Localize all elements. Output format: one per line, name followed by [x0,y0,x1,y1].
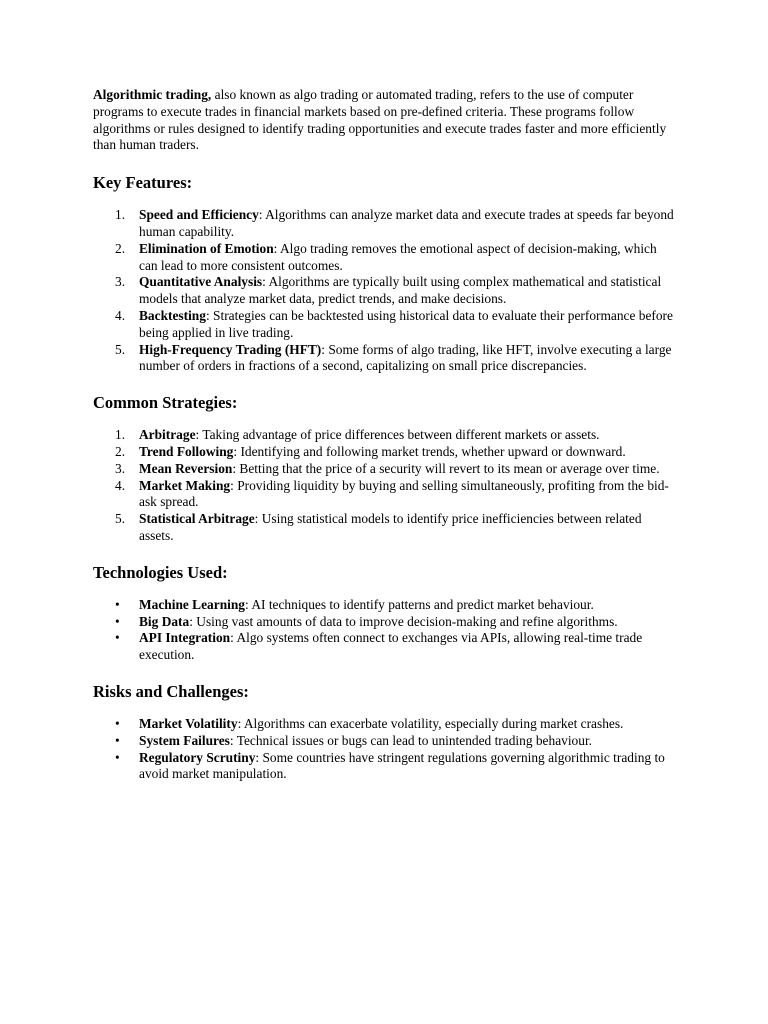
bullet-icon: • [115,613,120,629]
list-item [93,511,678,545]
item-term: Market Volatility [139,715,238,731]
item-text: : Betting that the price of a security will revert to its mean or average over time. [232,460,660,476]
item-term: High-Frequency Trading (HFT) [139,341,322,357]
list-item [93,308,678,342]
list-item [93,241,678,275]
item-term: Quantitative Analysis [139,274,263,290]
item-term: Arbitrage [139,427,196,443]
intro-paragraph [93,87,678,154]
heading-technologies-used: Technologies Used: [93,562,228,582]
item-text: : AI techniques to identify patterns and predict market behaviour. [245,596,594,612]
bullet-icon: • [115,732,120,748]
bullet-icon: • [115,715,120,731]
item-text: : Technical issues or bugs can lead to unintended trading behaviour. [229,732,593,748]
item-term: Elimination of Emotion [139,240,274,256]
list-item [93,461,678,478]
item-text: : Providing liquidity by buying and selling simultaneously, profiting from the bid-ask spread. [139,477,669,510]
item-term: API Integration [139,630,231,646]
list-marker: 1. [115,207,126,223]
item-term: Speed and Efficiency [139,207,259,223]
item-term: Mean Reversion [139,460,233,476]
list-marker: 4. [115,307,126,323]
item-text: : Taking advantage of price differences between different markets or assets. [195,427,600,443]
list-item [93,207,678,241]
item-text: : Identifying and following market trends, whether upward or downward. [233,443,626,459]
list-item [93,274,678,308]
item-text: : Strategies can be backtested using historical data to evaluate their performance before being applied in live trading. [139,307,673,340]
technologies-list [93,597,678,664]
list-item [93,342,678,376]
bullet-icon: • [115,596,120,612]
item-text: : Using vast amounts of data to improve decision-making and refine algorithms. [189,613,618,629]
item-text: : Algorithms can analyze market data and execute trades at speeds far beyond human capability. [139,207,674,239]
item-text: : Algorithms can exacerbate volatility, especially during market crashes. [237,715,624,731]
common-strategies-list [93,427,678,545]
item-text: : Algo systems often connect to exchanges via APIs, allowing real-time trade execution. [139,630,643,663]
list-marker: 5. [115,341,126,357]
list-item [93,750,678,784]
list-item [93,630,678,664]
item-text: : Algorithms are typically built using complex mathematical and statistical models that analyze market data, predict trends, and make decisions. [139,274,662,307]
item-term: Machine Learning [139,596,246,612]
item-text: : Some forms of algo trading, like HFT, involve executing a large number of orders in fractions of a second, capitalizing on small price discrepancies. [139,341,672,374]
intro-text: also known as algo trading or automated trading, refers to the use of computer programs to execute trades in financial markets based on pre-defined criteria. These programs follow algorithms or rules designed to identify trading opportunities and execute trades faster and more efficiently than human traders. [93,87,667,153]
list-item [93,427,678,444]
item-term: Backtesting [139,307,206,323]
list-marker: 5. [115,511,126,527]
bullet-icon: • [115,630,120,646]
list-item [93,614,678,631]
key-features-list [93,207,678,375]
list-marker: 3. [115,460,126,476]
list-item [93,444,678,461]
item-term: Regulatory Scrutiny [139,749,256,765]
risks-list [93,716,678,783]
heading-common-strategies: Common Strategies: [93,393,238,413]
item-text: : Some countries have stringent regulations governing algorithmic trading to avoid market manipulation. [139,749,665,782]
item-text: : Using statistical models to identify price inefficiencies between related assets. [139,511,642,543]
heading-key-features: Key Features: [93,173,193,193]
list-item [93,597,678,614]
item-text: : Algo trading removes the emotional aspect of decision-making, which can lead to more consistent outcomes. [139,240,657,273]
heading-risks-and-challenges: Risks and Challenges: [93,681,249,701]
list-item [93,716,678,733]
list-item [93,733,678,750]
item-term: Statistical Arbitrage [139,511,255,527]
item-term: System Failures [139,732,230,748]
list-marker: 1. [115,427,126,443]
list-marker: 2. [115,240,126,256]
bullet-icon: • [115,749,120,765]
list-marker: 4. [115,477,126,493]
list-marker: 2. [115,443,126,459]
list-marker: 3. [115,274,126,290]
item-term: Market Making [139,477,231,493]
item-term: Big Data [139,613,190,629]
intro-term: Algorithmic trading, [93,87,212,102]
list-item [93,478,678,512]
item-term: Trend Following [139,443,234,459]
